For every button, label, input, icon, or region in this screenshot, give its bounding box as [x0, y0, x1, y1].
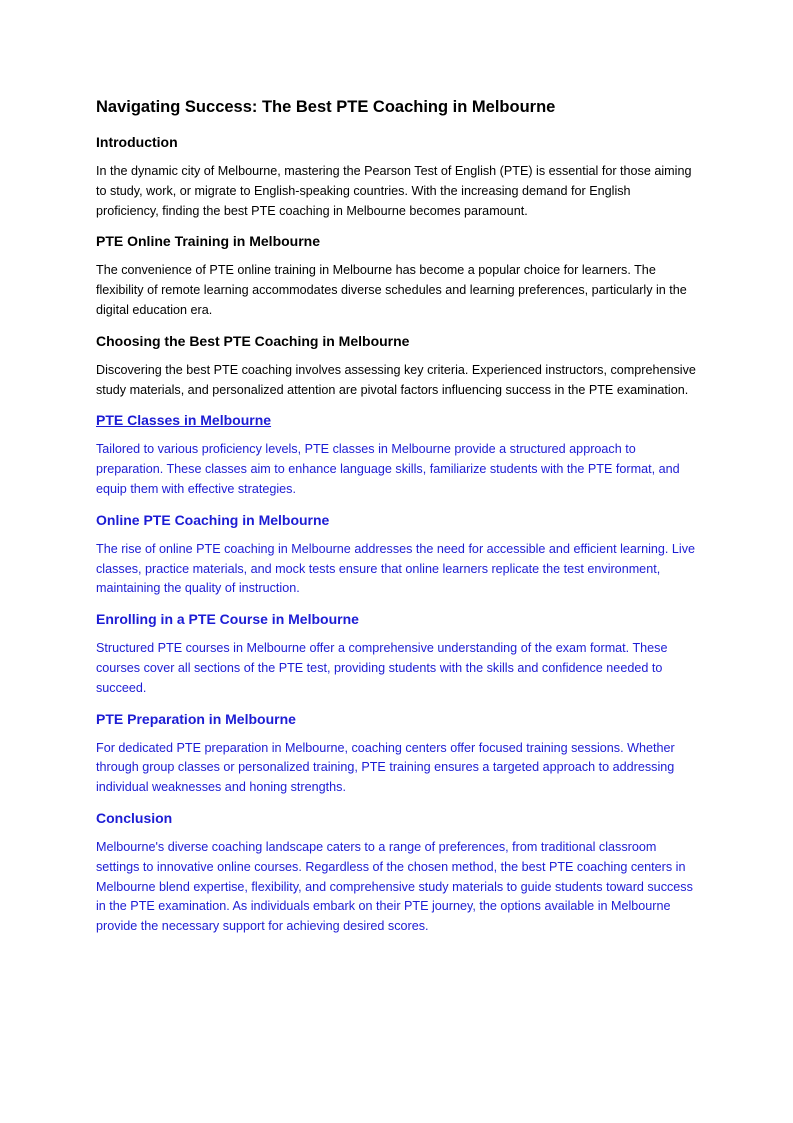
- section-online-training: [96, 231, 696, 320]
- section-heading: PTE Preparation in Melbourne: [96, 710, 296, 727]
- section-heading: Enrolling in a PTE Course in Melbourne: [96, 611, 359, 628]
- section-body: Structured PTE courses in Melbourne offer a comprehensive understanding of the exam format. These courses cover all sections of the PTE test, providing students with the skills and confidence needed to succeed.: [96, 641, 668, 695]
- section-enrolling-course: [96, 609, 696, 698]
- section-heading: Conclusion: [96, 809, 173, 826]
- document-title: Navigating Success: The Best PTE Coaching in Melbourne: [96, 98, 556, 116]
- section-body: For dedicated PTE preparation in Melbourne, coaching centers offer focused training sessions. Whether through group classes or personalized training, PTE training ensures a targeted approach to addressing individual weaknesses and honing strengths.: [96, 740, 675, 795]
- section-heading: Introduction: [96, 134, 178, 150]
- section-body: In the dynamic city of Melbourne, mastering the Pearson Test of English (PTE) is essential for those aiming to study, work, or migrate to English-speaking countries. With the increasing demand for English proficiency, finding the best PTE coaching in Melbourne becomes paramount.: [96, 164, 692, 218]
- section-choosing-best: [96, 331, 696, 401]
- section-heading-link[interactable]: [96, 410, 696, 430]
- section-heading: Online PTE Coaching in Melbourne: [96, 511, 330, 528]
- section-body: The convenience of PTE online training in Melbourne has become a popular choice for learners. The flexibility of remote learning accommodates diverse schedules and learning preferences, particularly in the digital education era.: [96, 263, 687, 317]
- document-page: [96, 96, 696, 947]
- section-online-coaching: [96, 510, 696, 599]
- section-preparation: [96, 709, 696, 798]
- section-conclusion: [96, 808, 696, 937]
- section-body: The rise of online PTE coaching in Melbourne addresses the need for accessible and efficient learning. Live classes, practice materials, and mock tests ensure that online learners replicate the test environment, maintaining the quality of instruction.: [96, 541, 696, 596]
- section-heading: Choosing the Best PTE Coaching in Melbourne: [96, 332, 410, 349]
- section-introduction: [96, 132, 696, 221]
- section-body: Melbourne's diverse coaching landscape caters to a range of preferences, from traditional classroom settings to innovative online courses. Regardless of the chosen method, the best PTE coaching centers in Melbourne blend expertise, flexibility, and comprehensive study materials to guide students toward success in the PTE examination. As individuals embark on their PTE journey, the options available in Melbourne provide the necessary support for achieving desired scores.: [96, 839, 693, 934]
- section-body: Discovering the best PTE coaching involves assessing key criteria. Experienced instructors, comprehensive study materials, and personalized attention are pivotal factors influencing success in the PTE examination.: [96, 362, 696, 397]
- section-heading: PTE Online Training in Melbourne: [96, 233, 321, 250]
- pte-classes-link[interactable]: PTE Classes in Melbourne: [96, 412, 272, 429]
- section-pte-classes: [96, 410, 696, 499]
- section-body: Tailored to various proficiency levels, PTE classes in Melbourne provide a structured approach to preparation. These classes aim to enhance language skills, familiarize students with the PTE format, and equip them with effective strategies.: [96, 442, 680, 496]
